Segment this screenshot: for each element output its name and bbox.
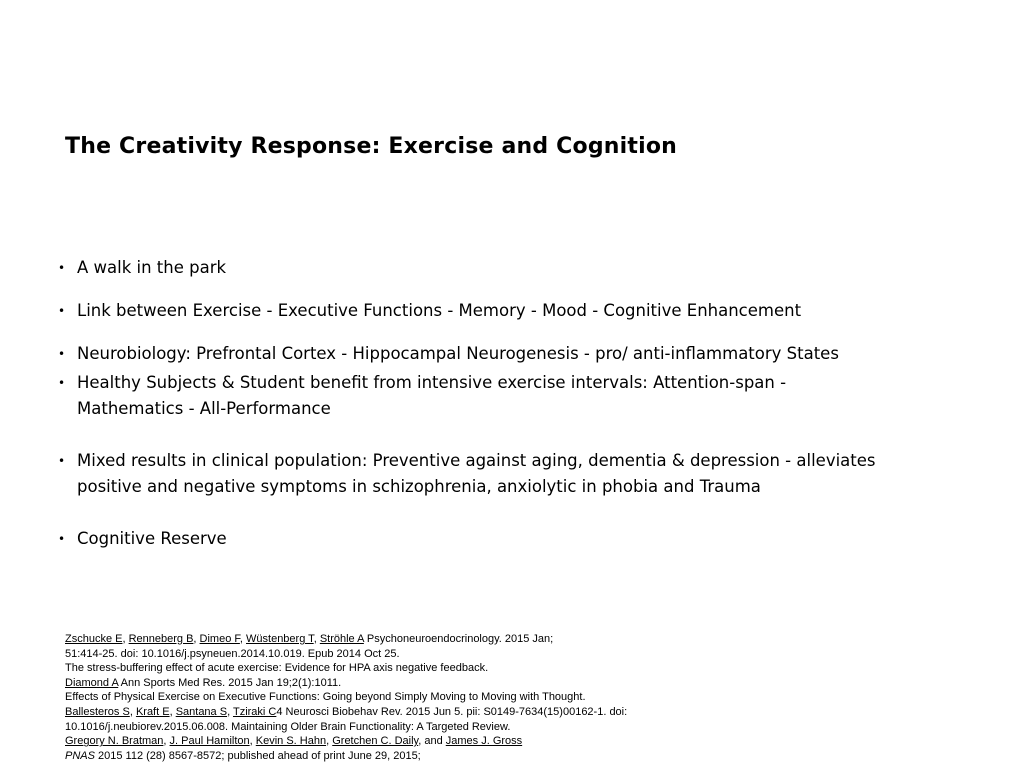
bullet-item: [58, 448, 938, 500]
author-separator: ,: [227, 705, 233, 718]
bullet-text: Neurobiology: Prefrontal Cortex - Hippocampal Neurogenesis - pro/ anti-inflammatory States: [77, 344, 839, 363]
bullet-text: A walk in the park: [77, 258, 227, 277]
bullet-item: [58, 370, 858, 422]
author-separator: ,: [163, 735, 170, 748]
author-link[interactable]: Kraft E: [135, 705, 170, 718]
reference-line: [65, 676, 705, 691]
author-link[interactable]: Diamond A: [65, 676, 119, 689]
author-link[interactable]: Gregory N. Bratman: [65, 735, 164, 748]
citation-text: Psychoneuroendocrinology. 2015 Jan;: [363, 633, 554, 645]
journal-name: PNAS: [65, 749, 95, 762]
citation-text: 2015 112 (28) 8567-8572; published ahead of print June 29, 2015;: [94, 749, 421, 762]
bullet-dot-icon: •: [58, 261, 66, 275]
author-link[interactable]: Dimeo F: [199, 633, 240, 645]
author-link[interactable]: Santana S: [175, 705, 228, 718]
reference-line: [65, 705, 705, 720]
bullet-dot-icon: •: [58, 347, 66, 361]
bullet-dot-icon: •: [58, 454, 66, 468]
reference-line: 51:414-25. doi: 10.1016/j.psyneuen.2014.10.019. Epub 2014 Oct 25.: [65, 647, 400, 660]
bullet-text: Cognitive Reserve: [77, 529, 227, 548]
slide-title: The Creativity Response: Exercise and Cognition: [65, 134, 678, 159]
author-separator: ,: [193, 633, 200, 645]
author-link[interactable]: J. Paul Hamilton: [169, 735, 250, 748]
bullet-dot-icon: •: [58, 376, 66, 390]
author-link[interactable]: Wüstenberg T: [246, 633, 314, 645]
author-link[interactable]: Gretchen C. Daily: [332, 735, 419, 748]
author-separator: ,: [239, 633, 247, 645]
author-link[interactable]: Ströhle A: [319, 633, 364, 645]
author-separator: ,: [122, 633, 129, 645]
author-separator: ,: [326, 735, 333, 748]
bullet-text: Link between Exercise - Executive Functions - Memory - Mood - Cognitive Enhancement: [77, 301, 802, 320]
bullet-dot-icon: •: [58, 532, 66, 546]
reference-line: [65, 749, 705, 764]
author-link[interactable]: Kevin S. Hahn: [255, 735, 327, 748]
bullet-item: [58, 526, 958, 552]
bullet-item: [58, 255, 958, 281]
reference-line: The stress-buffering effect of acute exercise: Evidence for HPA axis negative feedback.: [65, 662, 489, 675]
reference-line: 10.1016/j.neubiorev.2015.06.008. Maintaining Older Brain Functionality: A Targeted Review.: [65, 720, 511, 733]
author-link[interactable]: James J. Gross: [445, 735, 523, 748]
author-separator: , and: [418, 735, 446, 748]
author-separator: ,: [249, 735, 256, 748]
references: [65, 632, 705, 763]
reference-line: [65, 734, 705, 749]
bullet-item: [58, 341, 958, 367]
bullet-dot-icon: •: [58, 304, 66, 318]
reference-line: Effects of Physical Exercise on Executive Functions: Going beyond Simply Moving to Moving with Thought.: [65, 691, 586, 704]
citation-text: Ann Sports Med Res. 2015 Jan 19;2(1):1011.: [118, 676, 342, 689]
author-link[interactable]: Ballesteros S: [65, 705, 130, 718]
author-separator: ,: [313, 633, 320, 645]
author-separator: ,: [129, 705, 136, 718]
bullet-text: Mixed results in clinical population: Preventive against aging, dementia & depression - alleviates positive and negative symptoms in schizophrenia, anxiolytic in phobia and Trauma: [77, 451, 876, 496]
citation-text: 4 Neurosci Biobehav Rev. 2015 Jun 5. pii: S0149-7634(15)00162-1. doi:: [276, 705, 628, 718]
author-link[interactable]: Zschucke E: [65, 633, 123, 645]
author-link[interactable]: Renneberg B: [128, 633, 194, 645]
bullet-text: Healthy Subjects & Student benefit from intensive exercise intervals: Attention-span - Mathematics - All-Performance: [77, 373, 787, 418]
author-separator: ,: [169, 705, 176, 718]
author-link[interactable]: Tziraki C: [232, 705, 277, 718]
reference-line: [65, 632, 705, 647]
bullet-item: [58, 298, 958, 324]
